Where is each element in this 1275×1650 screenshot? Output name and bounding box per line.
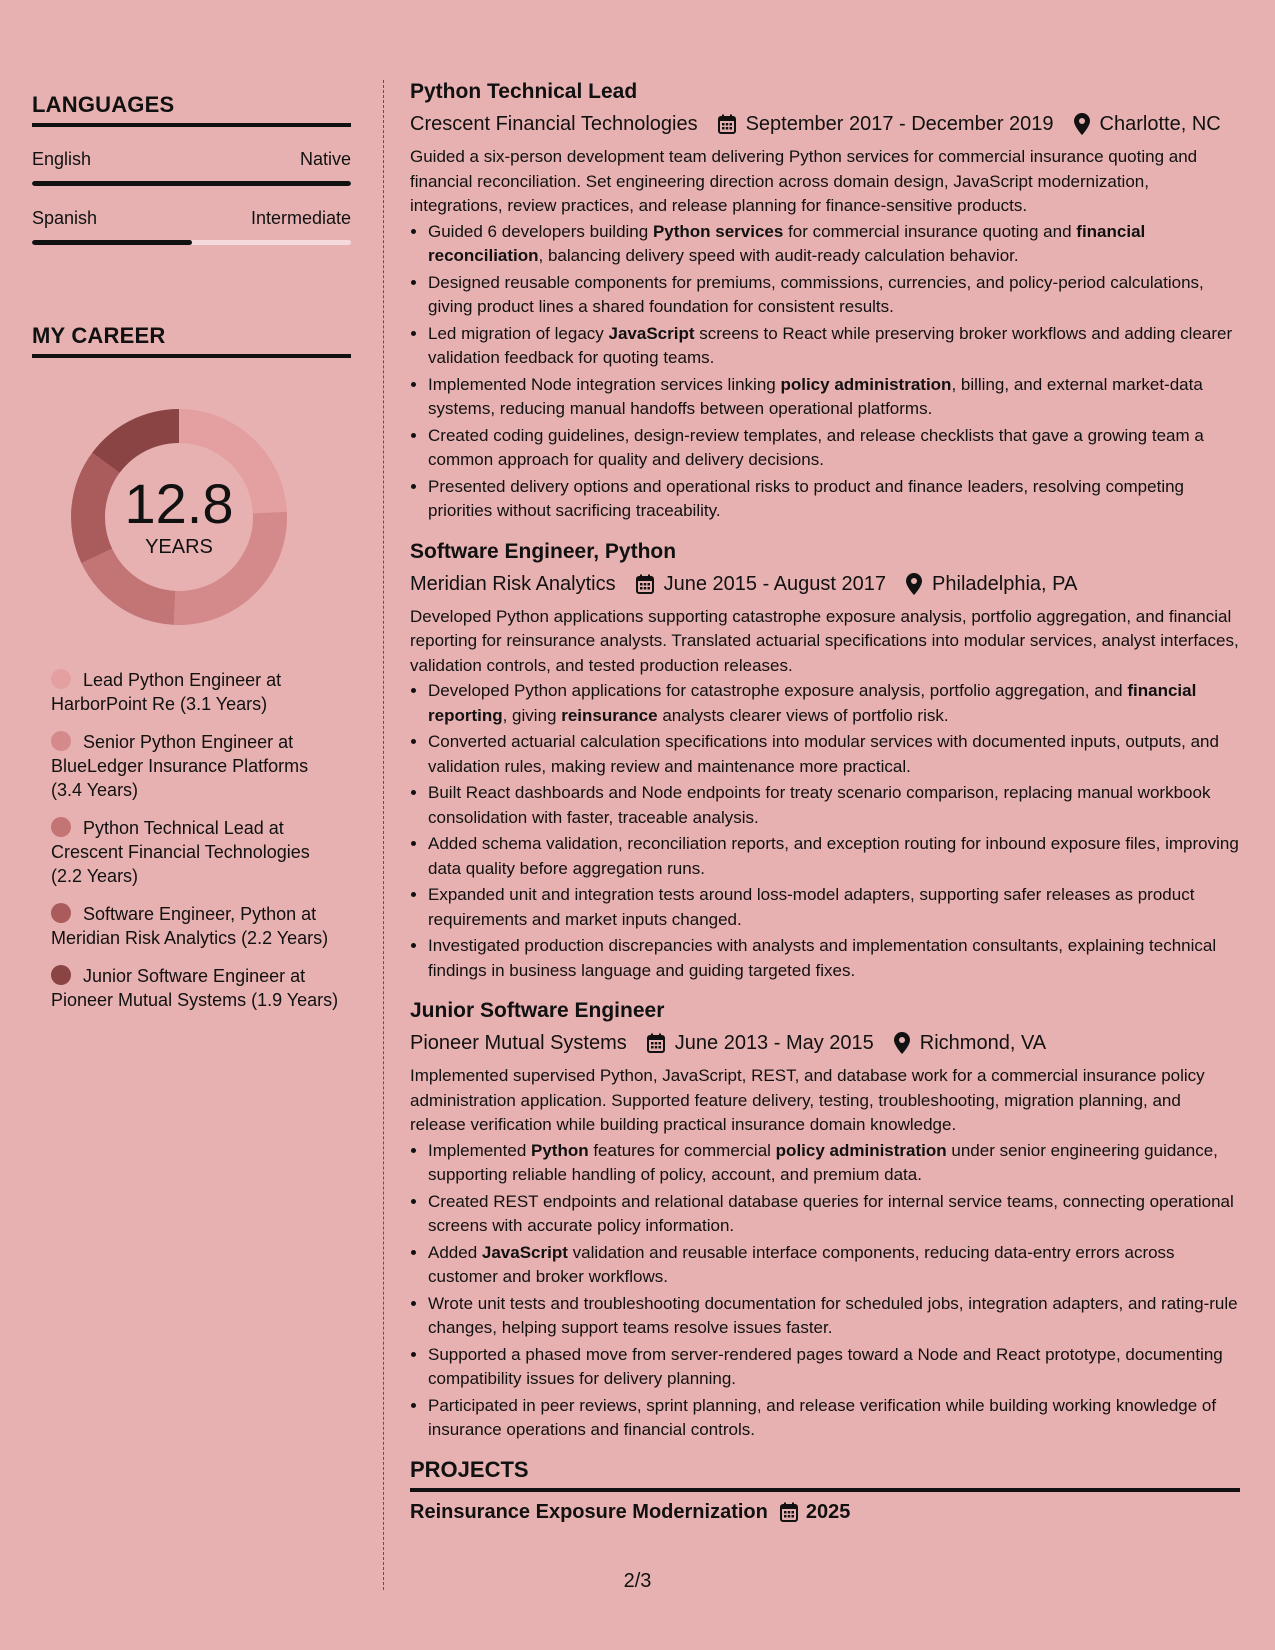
job-company: Crescent Financial Technologies <box>410 113 698 135</box>
language-item <box>32 208 351 229</box>
career-donut-chart <box>64 402 294 632</box>
job-meta <box>410 570 1240 598</box>
job-bullet: • Guided 6 developers building Python services for commercial insurance quoting and financial reconciliation, balancing delivery speed with audit-ready calculation behavior. <box>428 220 1240 269</box>
project-name: Reinsurance Exposure Modernization <box>410 1500 768 1523</box>
job-bullet: • Developed Python applications for catastrophe exposure analysis, portfolio aggregation, and financial reporting, giving reinsurance analysts clearer views of portfolio risk. <box>428 679 1240 728</box>
language-proficiency-fill <box>32 181 351 186</box>
career-legend-item <box>51 902 341 950</box>
legend-label: Software Engineer, Python at Meridian Risk Analytics (2.2 Years) <box>51 904 329 948</box>
calendar-icon <box>780 1502 798 1522</box>
language-name: Spanish <box>32 208 98 228</box>
career-legend <box>51 668 341 1012</box>
job-bullets <box>410 1139 1240 1443</box>
legend-color-dot <box>51 965 71 985</box>
job-company: Meridian Risk Analytics <box>410 572 616 595</box>
calendar-icon <box>647 1033 665 1053</box>
job-summary: Developed Python applications supporting catastrophe exposure analysis, portfolio aggregation, and financial reporting for reinsurance analysts. Translated actuarial specifications into modular services, analyst interfaces, validation controls, and tested production releases. <box>410 606 1239 675</box>
calendar-icon <box>718 114 736 134</box>
job-dates: June 2015 - August 2017 <box>663 572 887 595</box>
job-location: Charlotte, NC <box>1099 113 1221 135</box>
job-title: Software Engineer, Python <box>410 539 677 563</box>
page-number: 2/3 <box>623 1570 652 1592</box>
language-level: Native <box>299 149 351 169</box>
job-bullet: • Implemented Node integration services linking policy administration, billing, and external market-data systems, reducing manual handoffs between operational platforms. <box>428 373 1240 422</box>
legend-label: Junior Software Engineer at Pioneer Mutual Systems (1.9 Years) <box>51 966 339 1010</box>
language-proficiency-fill <box>32 240 192 245</box>
job-meta <box>410 1029 1240 1057</box>
legend-label: Python Technical Lead at Crescent Financial Technologies (2.2 Years) <box>51 818 310 886</box>
job-location: Richmond, VA <box>919 1032 1047 1054</box>
job-bullets <box>410 679 1240 983</box>
legend-label: Lead Python Engineer at HarborPoint Re (3.1 Years) <box>51 670 282 714</box>
career-legend-item <box>51 964 341 1012</box>
job-bullet: • Wrote unit tests and troubleshooting documentation for scheduled jobs, integration adapters, and rating-rule changes, helping support teams resolve issues faster. <box>428 1292 1240 1341</box>
career-legend-item <box>51 668 341 716</box>
language-item <box>32 149 351 170</box>
left-column <box>32 92 351 1026</box>
job-bullet: • Created coding guidelines, design-review templates, and release checklists that gave a growing team a common approach for quality and delivery decisions. <box>428 424 1240 473</box>
projects-heading: PROJECTS <box>410 1457 1240 1492</box>
job-bullet: • Investigated production discrepancies with analysts and implementation consultants, explaining technical findings in business language and guiding targeted fixes. <box>428 934 1240 983</box>
project-year: 2025 <box>805 1500 851 1523</box>
calendar-icon <box>636 574 654 594</box>
job-meta <box>410 110 1240 138</box>
legend-label: Senior Python Engineer at BlueLedger Insurance Platforms (3.4 Years) <box>51 732 309 800</box>
language-level: Intermediate <box>250 208 351 228</box>
job-summary: Implemented supervised Python, JavaScript, REST, and database work for a commercial insurance policy administration application. Supported feature delivery, testing, troubleshooting, migration planning, and release verification while building practical insurance domain knowledge. <box>410 1066 1205 1134</box>
job-bullet: • Presented delivery options and operational risks to product and finance leaders, resolving competing priorities without sacrificing traceability. <box>428 475 1240 524</box>
job-location: Philadelphia, PA <box>932 572 1078 595</box>
job-title: Junior Software Engineer <box>410 999 665 1022</box>
job-bullet: • Added JavaScript validation and reusable interface components, reducing data-entry errors across customer and broker workflows. <box>428 1241 1240 1290</box>
job-bullet: • Built React dashboards and Node endpoints for treaty scenario comparison, replacing manual workbook consolidation with faster, traceable analysis. <box>428 781 1240 830</box>
career-total-years: 12.8 <box>124 471 234 535</box>
job-entry <box>410 538 1240 984</box>
career-legend-item <box>51 816 341 888</box>
language-proficiency-bar <box>32 181 351 186</box>
language-name: English <box>32 149 92 169</box>
job-bullet: • Added schema validation, reconciliation reports, and exception routing for inbound exposure files, improving data quality before aggregation runs. <box>428 832 1240 881</box>
job-entry <box>410 78 1240 524</box>
job-bullet: • Led migration of legacy JavaScript screens to React while preserving broker workflows and adding clearer validation feedback for quoting teams. <box>428 322 1240 371</box>
right-column <box>410 78 1240 1524</box>
job-bullet: • Expanded unit and integration tests around loss-model adapters, supporting safer releases as product requirements and market inputs changed. <box>428 883 1240 932</box>
job-company: Pioneer Mutual Systems <box>410 1032 627 1054</box>
job-bullets <box>410 220 1240 524</box>
column-divider <box>383 80 384 1590</box>
projects-list <box>410 1501 1240 1524</box>
legend-color-dot <box>51 731 71 751</box>
job-entry <box>410 997 1240 1443</box>
map-pin-icon <box>894 1032 910 1054</box>
map-pin-icon <box>1074 113 1090 135</box>
job-bullet: • Supported a phased move from server-rendered pages toward a Node and React prototype, documenting compatibility issues for delivery planning. <box>428 1343 1240 1392</box>
career-legend-item <box>51 730 341 802</box>
legend-color-dot <box>51 903 71 923</box>
languages-heading: LANGUAGES <box>32 92 351 127</box>
job-dates: June 2013 - May 2015 <box>674 1032 874 1054</box>
job-bullet: • Converted actuarial calculation specifications into modular services with documented inputs, outputs, and validation rules, making review and maintenance more practical. <box>428 730 1240 779</box>
job-bullet: • Created REST endpoints and relational database queries for internal service teams, connecting operational screens with accurate policy information. <box>428 1190 1240 1239</box>
experience-list <box>410 78 1240 1443</box>
legend-color-dot <box>51 817 71 837</box>
project-item <box>410 1501 1240 1524</box>
job-title: Python Technical Lead <box>410 80 638 103</box>
career-heading: MY CAREER <box>32 323 351 358</box>
language-list <box>32 149 351 245</box>
job-bullet: • Designed reusable components for premiums, commissions, currencies, and policy-period calculations, giving product lines a shared foundation for consistent results. <box>428 271 1240 320</box>
donut-center <box>64 402 294 632</box>
language-proficiency-bar <box>32 240 351 245</box>
career-years-label: YEARS <box>145 535 213 558</box>
map-pin-icon <box>906 573 922 595</box>
job-bullet: • Participated in peer reviews, sprint planning, and release verification while building working knowledge of insurance operations and financial controls. <box>428 1394 1240 1443</box>
job-summary: Guided a six-person development team delivering Python services for commercial insurance quoting and financial reconciliation. Set engineering direction across domain design, JavaScript modernization, integrations, review practices, and release planning for finance-sensitive products. <box>410 147 1198 215</box>
legend-color-dot <box>51 669 71 689</box>
job-dates: September 2017 - December 2019 <box>745 113 1054 135</box>
job-bullet: • Implemented Python features for commercial policy administration under senior engineering guidance, supporting reliable handling of policy, account, and premium data. <box>428 1139 1240 1188</box>
